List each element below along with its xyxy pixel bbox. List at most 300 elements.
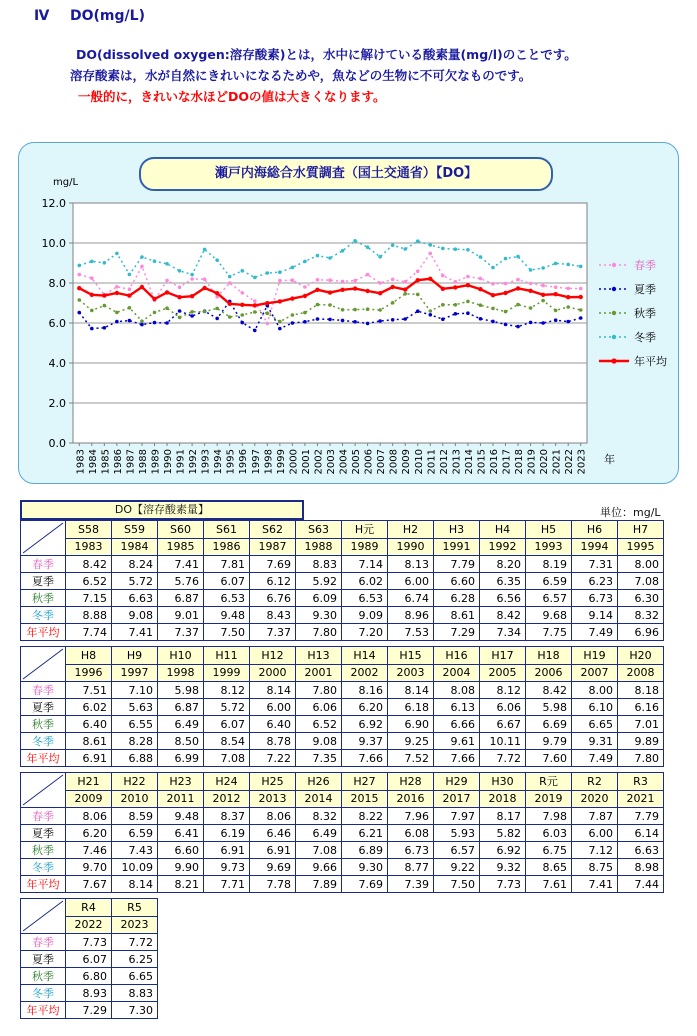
- table-cell: 9.70: [66, 859, 112, 876]
- data-point-spring: [416, 269, 420, 273]
- table-cell: 9.01: [158, 607, 204, 624]
- data-point-summer: [378, 319, 382, 323]
- data-point-winter: [491, 266, 495, 270]
- table-cell: 6.53: [204, 590, 250, 607]
- data-point-annual: [102, 293, 106, 297]
- table-cell: 6.25: [112, 951, 158, 968]
- data-point-autumn: [140, 319, 144, 323]
- row-label: 冬季: [21, 859, 66, 876]
- data-point-annual: [127, 293, 131, 297]
- data-point-annual: [115, 291, 119, 295]
- table-cell: 7.53: [388, 624, 434, 641]
- x-tick-label: 1996: [238, 449, 250, 475]
- data-point-annual: [491, 293, 495, 297]
- table-cell: 6.02: [342, 573, 388, 590]
- table-cell: 6.92: [342, 716, 388, 733]
- table-cell: 7.71: [204, 876, 250, 893]
- data-point-spring: [316, 278, 320, 282]
- data-point-autumn: [554, 309, 558, 313]
- data-point-annual: [328, 290, 332, 294]
- table-cell: 9.14: [572, 607, 618, 624]
- table-cell: 9.37: [342, 733, 388, 750]
- data-point-summer: [316, 317, 320, 321]
- table-row: [21, 573, 664, 590]
- era-header: H4: [480, 521, 526, 539]
- data-point-winter: [90, 260, 94, 264]
- chart-title: 瀬戸内海総合水質調査（国土交通省）【DO】: [139, 157, 553, 191]
- year-header: 2015: [342, 790, 388, 808]
- era-header: R3: [618, 773, 664, 791]
- table-cell: 7.20: [342, 624, 388, 641]
- table-cell: 8.98: [618, 859, 664, 876]
- era-header: H15: [388, 647, 434, 665]
- x-tick-label: 1990: [163, 449, 175, 475]
- era-header: H7: [618, 521, 664, 539]
- table-cell: 8.59: [112, 808, 158, 825]
- table-cell: 8.61: [434, 607, 480, 624]
- data-point-spring: [454, 280, 458, 284]
- data-point-autumn: [291, 313, 295, 317]
- data-point-spring: [140, 265, 144, 269]
- data-point-spring: [203, 277, 207, 281]
- data-point-spring: [378, 281, 382, 285]
- data-point-annual: [579, 295, 583, 299]
- era-header: H19: [572, 647, 618, 665]
- era-header: R2: [572, 773, 618, 791]
- table-cell: 8.13: [388, 556, 434, 573]
- table-cell: 8.24: [112, 556, 158, 573]
- table-row: [21, 876, 664, 893]
- data-point-annual: [290, 296, 294, 300]
- data-point-winter: [128, 273, 132, 277]
- x-tick-label: 2015: [476, 449, 488, 475]
- year-header: 1997: [112, 664, 158, 682]
- x-tick-label: 1993: [200, 449, 212, 475]
- data-table-block: [20, 772, 664, 893]
- table-cell: 6.89: [342, 842, 388, 859]
- data-point-winter: [403, 247, 407, 251]
- data-point-spring: [391, 278, 395, 282]
- table-cell: 7.31: [572, 556, 618, 573]
- data-point-autumn: [303, 311, 307, 315]
- data-point-summer: [190, 314, 194, 318]
- table-cell: 7.51: [66, 682, 112, 699]
- year-header: 1985: [158, 538, 204, 556]
- era-header: H3: [434, 521, 480, 539]
- x-tick-label: 2008: [388, 449, 400, 475]
- data-point-winter: [466, 248, 470, 252]
- y-axis-label: mg/L: [53, 177, 79, 188]
- table-cell: 6.08: [388, 825, 434, 842]
- data-point-annual: [453, 285, 457, 289]
- year-header: 1987: [250, 538, 296, 556]
- legend-label-annual: 年平均: [634, 355, 667, 368]
- data-point-winter: [203, 248, 207, 252]
- data-point-autumn: [566, 305, 570, 309]
- legend-label-winter: 冬季: [634, 331, 656, 344]
- table-cell: 6.41: [158, 825, 204, 842]
- x-tick-label: 1984: [87, 449, 99, 475]
- table-cell: 8.00: [572, 682, 618, 699]
- row-label: 春季: [21, 556, 66, 573]
- y-tick-label: 8.0: [48, 277, 66, 290]
- table-cell: 7.43: [112, 842, 158, 859]
- data-point-annual: [541, 293, 545, 297]
- data-point-spring: [441, 274, 445, 278]
- data-point-spring: [353, 279, 357, 283]
- era-header: H25: [250, 773, 296, 791]
- table-cell: 8.14: [112, 876, 158, 893]
- data-point-autumn: [316, 303, 320, 307]
- table-cell: 9.61: [434, 733, 480, 750]
- table-cell: 8.83: [112, 985, 158, 1002]
- table-cell: 7.08: [296, 842, 342, 859]
- x-tick-label: 2016: [488, 449, 500, 475]
- data-point-winter: [140, 255, 144, 259]
- era-row: [21, 899, 158, 917]
- table-cell: 9.66: [296, 859, 342, 876]
- data-point-summer: [516, 325, 520, 329]
- x-tick-label: 2011: [426, 449, 438, 475]
- x-tick-label: 2007: [376, 449, 388, 475]
- data-point-autumn: [366, 307, 370, 311]
- data-point-summer: [303, 320, 307, 324]
- table-cell: 6.52: [296, 716, 342, 733]
- data-point-spring: [579, 287, 583, 291]
- data-point-summer: [328, 318, 332, 322]
- table-cell: 6.35: [480, 573, 526, 590]
- table-cell: 7.79: [434, 556, 480, 573]
- data-point-annual: [140, 285, 144, 289]
- data-point-spring: [554, 285, 558, 289]
- data-point-spring: [291, 278, 295, 282]
- section-title: DO(mg/L): [70, 8, 145, 24]
- legend-marker-autumn: [612, 311, 616, 315]
- era-header: H30: [480, 773, 526, 791]
- data-point-winter: [165, 262, 169, 266]
- table-cell: 8.14: [250, 682, 296, 699]
- table-cell: 6.65: [572, 716, 618, 733]
- year-header: 2013: [250, 790, 296, 808]
- row-label: 秋季: [21, 842, 66, 859]
- table-cell: 6.67: [480, 716, 526, 733]
- table-cell: 6.00: [388, 573, 434, 590]
- data-point-autumn: [454, 303, 458, 307]
- data-point-annual: [240, 303, 244, 307]
- table-cell: 8.61: [66, 733, 112, 750]
- data-point-summer: [253, 329, 257, 333]
- table-cell: 8.12: [204, 682, 250, 699]
- table-cell: 7.44: [618, 876, 664, 893]
- table-cell: 8.42: [66, 556, 112, 573]
- table-cell: 8.00: [618, 556, 664, 573]
- table-cell: 6.99: [158, 750, 204, 767]
- table-cell: 7.66: [434, 750, 480, 767]
- table-cell: 6.75: [526, 842, 572, 859]
- data-point-summer: [341, 319, 345, 323]
- data-point-autumn: [190, 310, 194, 314]
- data-point-winter: [103, 261, 107, 265]
- table-cell: 7.41: [112, 624, 158, 641]
- x-tick-label: 2009: [401, 449, 413, 475]
- table-cell: 9.89: [618, 733, 664, 750]
- table-cell: 9.25: [388, 733, 434, 750]
- year-header: 2007: [572, 664, 618, 682]
- table-cell: 7.37: [158, 624, 204, 641]
- year-row: [21, 790, 664, 808]
- data-point-spring: [366, 273, 370, 277]
- table-cell: 6.87: [158, 590, 204, 607]
- legend-label-summer: 夏季: [634, 283, 656, 296]
- x-tick-label: 1995: [225, 449, 237, 475]
- table-cell: 7.80: [618, 750, 664, 767]
- data-point-winter: [291, 266, 295, 270]
- data-point-annual: [416, 278, 420, 282]
- table-cell: 7.49: [572, 624, 618, 641]
- table-cell: 9.48: [204, 607, 250, 624]
- data-point-summer: [278, 327, 282, 331]
- table-cell: 8.20: [480, 556, 526, 573]
- era-header: H28: [388, 773, 434, 791]
- table-cell: 7.14: [342, 556, 388, 573]
- data-point-annual: [478, 287, 482, 291]
- data-point-spring: [504, 282, 508, 286]
- table-cell: 8.93: [66, 985, 112, 1002]
- x-tick-label: 1998: [263, 449, 275, 475]
- data-point-winter: [303, 260, 307, 264]
- intro-line-2: 溶存酸素は，水が自然にきれいになるためや，魚などの生物に不可欠なものです。: [70, 68, 532, 83]
- table-cell: 6.92: [480, 842, 526, 859]
- table-cell: 6.66: [434, 716, 480, 733]
- data-point-winter: [366, 245, 370, 249]
- intro-line-1: DO(dissolved oxygen:溶存酸素)とは，水中に解けている酸素量(mg/l)のことです。: [76, 47, 577, 62]
- era-header: H27: [342, 773, 388, 791]
- data-point-spring: [253, 299, 257, 303]
- x-tick-label: 2005: [351, 449, 363, 475]
- table-row: [21, 750, 664, 767]
- table-cell: 6.60: [434, 573, 480, 590]
- data-point-spring: [240, 291, 244, 295]
- era-row: [21, 647, 664, 665]
- data-point-winter: [378, 255, 382, 259]
- data-point-summer: [291, 321, 295, 325]
- table-cell: 9.90: [158, 859, 204, 876]
- table-cell: 8.28: [112, 733, 158, 750]
- table-cell: 6.63: [618, 842, 664, 859]
- diagonal-line: [21, 647, 65, 681]
- y-tick-label: 12.0: [41, 197, 66, 210]
- data-point-summer: [178, 309, 182, 313]
- data-point-summer: [77, 311, 81, 315]
- table-cell: 7.97: [434, 808, 480, 825]
- data-point-annual: [202, 286, 206, 290]
- data-point-summer: [403, 317, 407, 321]
- data-point-winter: [566, 263, 570, 267]
- era-header: H24: [204, 773, 250, 791]
- diagonal-line: [21, 521, 65, 555]
- data-point-autumn: [541, 299, 545, 303]
- x-tick-label: 1992: [188, 449, 200, 475]
- corner-cell: [21, 647, 66, 682]
- table-cell: 6.76: [250, 590, 296, 607]
- x-tick-label: 1988: [137, 449, 149, 475]
- data-point-spring: [303, 285, 307, 289]
- table-cell: 7.10: [112, 682, 158, 699]
- data-point-autumn: [466, 300, 470, 304]
- row-label: 冬季: [21, 607, 66, 624]
- table-cell: 8.16: [342, 682, 388, 699]
- era-header: H10: [158, 647, 204, 665]
- x-tick-label: 2019: [526, 449, 538, 475]
- data-point-winter: [190, 273, 194, 277]
- row-label: 年平均: [21, 876, 66, 893]
- table-cell: 8.75: [572, 859, 618, 876]
- year-row: [21, 664, 664, 682]
- row-label: 夏季: [21, 951, 66, 968]
- data-point-autumn: [416, 293, 420, 297]
- data-point-spring: [529, 282, 533, 286]
- era-header: S62: [250, 521, 296, 539]
- table-cell: 7.79: [618, 808, 664, 825]
- table-cell: 7.37: [250, 624, 296, 641]
- data-point-annual: [516, 286, 520, 290]
- year-header: 2008: [618, 664, 664, 682]
- table-cell: 9.68: [526, 607, 572, 624]
- data-point-annual: [566, 295, 570, 299]
- data-point-autumn: [516, 303, 520, 307]
- table-cell: 7.72: [480, 750, 526, 767]
- year-header: 2018: [480, 790, 526, 808]
- data-point-summer: [416, 309, 420, 313]
- data-point-autumn: [115, 311, 119, 315]
- y-tick-label: 0.0: [48, 437, 66, 450]
- table-cell: 8.12: [480, 682, 526, 699]
- data-point-annual: [215, 291, 219, 295]
- table-cell: 6.20: [66, 825, 112, 842]
- data-point-autumn: [391, 301, 395, 305]
- era-header: H17: [480, 647, 526, 665]
- table-cell: 8.08: [434, 682, 480, 699]
- table-cell: 9.31: [572, 733, 618, 750]
- year-header: 2005: [480, 664, 526, 682]
- table-cell: 6.59: [112, 825, 158, 842]
- year-header: 1984: [112, 538, 158, 556]
- data-point-spring: [90, 276, 94, 280]
- table-cell: 6.73: [572, 590, 618, 607]
- table-cell: 7.81: [204, 556, 250, 573]
- table-cell: 8.88: [66, 607, 112, 624]
- table-row: [21, 934, 158, 951]
- table-row: [21, 556, 664, 573]
- data-point-autumn: [128, 306, 132, 310]
- section-heading: [34, 8, 145, 24]
- row-label: 冬季: [21, 985, 66, 1002]
- row-label: 夏季: [21, 825, 66, 842]
- table-cell: 8.50: [158, 733, 204, 750]
- year-row: [21, 538, 664, 556]
- table-row: [21, 859, 664, 876]
- table-row: [21, 624, 664, 641]
- year-header: 1995: [618, 538, 664, 556]
- data-point-spring: [541, 284, 545, 288]
- data-point-summer: [353, 320, 357, 324]
- table-cell: 6.19: [204, 825, 250, 842]
- row-label: 秋季: [21, 968, 66, 985]
- data-point-annual: [278, 299, 282, 303]
- table-row: [21, 825, 664, 842]
- table-cell: 10.11: [480, 733, 526, 750]
- table-cell: 6.02: [66, 699, 112, 716]
- table-cell: 6.07: [204, 716, 250, 733]
- data-point-spring: [479, 277, 483, 281]
- table-cell: 6.03: [526, 825, 572, 842]
- era-header: S60: [158, 521, 204, 539]
- data-point-annual: [228, 302, 232, 306]
- data-point-winter: [240, 269, 244, 273]
- table-cell: 5.98: [158, 682, 204, 699]
- x-tick-label: 2002: [313, 449, 325, 475]
- corner-cell: [21, 773, 66, 808]
- row-label: 冬季: [21, 733, 66, 750]
- data-point-spring: [566, 287, 570, 291]
- table-cell: 8.54: [204, 733, 250, 750]
- x-tick-label: 2003: [326, 449, 337, 475]
- table-row: [21, 968, 158, 985]
- table-cell: 6.00: [572, 825, 618, 842]
- data-point-summer: [454, 312, 458, 316]
- data-point-annual: [353, 286, 357, 290]
- data-point-summer: [103, 326, 107, 330]
- data-point-winter: [441, 247, 445, 251]
- data-point-winter: [228, 275, 232, 279]
- year-header: 1992: [480, 538, 526, 556]
- data-point-annual: [152, 297, 156, 301]
- table-cell: 8.65: [526, 859, 572, 876]
- table-cell: 7.29: [66, 1002, 112, 1019]
- data-point-autumn: [266, 311, 270, 315]
- table-cell: 8.42: [526, 682, 572, 699]
- table-cell: 9.09: [342, 607, 388, 624]
- row-label: 夏季: [21, 573, 66, 590]
- era-header: R元: [526, 773, 572, 791]
- data-point-summer: [554, 318, 558, 322]
- x-tick-label: 2010: [413, 449, 425, 475]
- data-point-summer: [366, 322, 370, 326]
- table-cell: 9.08: [296, 733, 342, 750]
- table-cell: 6.06: [296, 699, 342, 716]
- year-header: 1994: [572, 538, 618, 556]
- year-header: 2017: [434, 790, 480, 808]
- corner-cell: [21, 521, 66, 556]
- data-point-autumn: [491, 307, 495, 311]
- data-point-spring: [115, 285, 119, 289]
- table-cell: 7.72: [112, 934, 158, 951]
- table-cell: 7.39: [388, 876, 434, 893]
- table-row: [21, 607, 664, 624]
- data-point-annual: [503, 291, 507, 295]
- table-cell: 6.07: [204, 573, 250, 590]
- data-point-summer: [541, 321, 545, 325]
- table-cell: 7.67: [66, 876, 112, 893]
- x-tick-label: 2021: [551, 449, 563, 475]
- x-tick-label: 1989: [150, 449, 162, 475]
- x-tick-label: 1985: [100, 449, 112, 475]
- table-cell: 6.52: [66, 573, 112, 590]
- table-cell: 6.13: [434, 699, 480, 716]
- data-point-winter: [541, 266, 545, 270]
- x-tick-label: 2023: [576, 449, 588, 475]
- table-cell: 7.80: [296, 682, 342, 699]
